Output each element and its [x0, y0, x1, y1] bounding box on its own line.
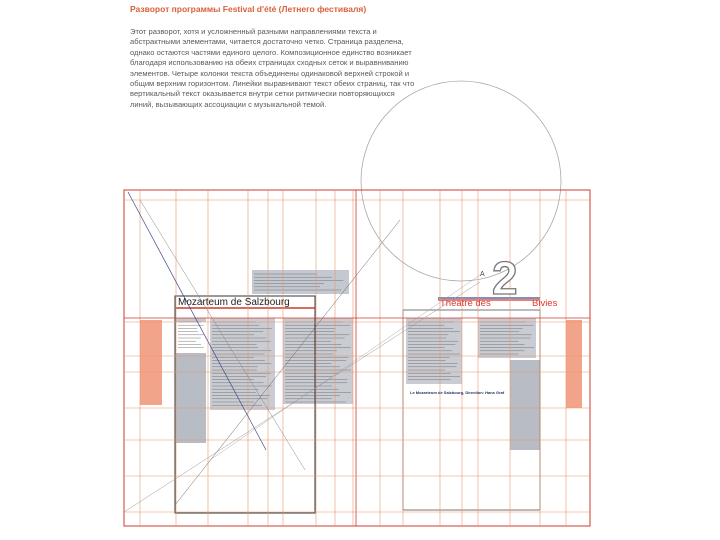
caption-body: Этот разворот, хотя и усложненный разными направлениями текста и абстрактными элементами, читается достаточно четко. Страница разделена, однако остаются частями единого целого. Композиционное единство возникает благодаря использованию на обеих страницах сходных сеток и выравниванию элементов. Четыре колонки текста объединены одинаковой верхней строкой и общим верхним горизонтом. Линейки выравнивают текст обеих страниц, так что вертикальный текст оказывается внутри сетки ритмически повторяющихся линий, вызывающих ассоциации с музыкальной темой. — [130, 27, 415, 109]
caption-title: Разворот программы Festival d'été (Летнего фестиваля) — [130, 4, 367, 14]
left-page-title: Mozarteum de Salzbourg — [178, 297, 290, 308]
right-page-title-a: Théâtre des — [440, 298, 491, 309]
circle-guide — [361, 81, 561, 281]
big-digit: 2 — [492, 252, 518, 304]
bold-caption: Le Mozarteum de Salzbourg, Direction: Hans Graf — [410, 390, 505, 395]
right-page-title-b: Bivies — [532, 298, 558, 309]
small-mark: A — [480, 271, 485, 278]
horizontal-grid-lines — [124, 200, 590, 512]
